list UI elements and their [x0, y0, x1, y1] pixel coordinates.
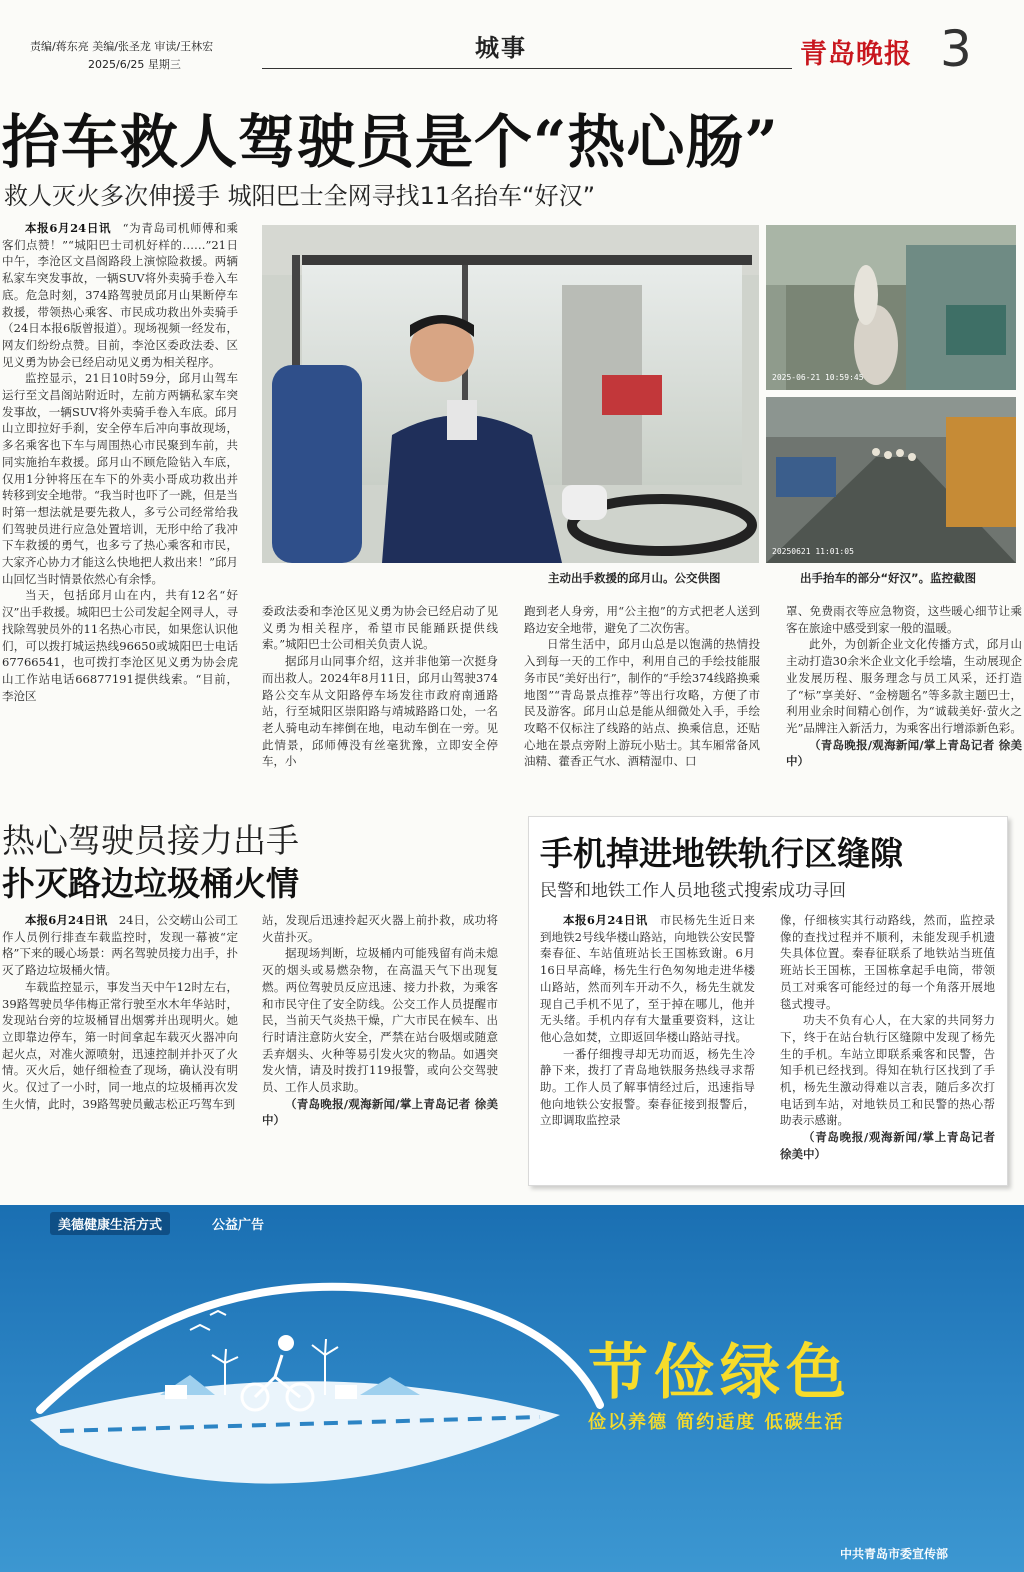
story3-subhead: 民警和地铁工作人员地毯式搜索成功寻回 — [540, 881, 846, 901]
paragraph: 此外，为创新企业文化传播方式，邱月山主动打造30余米企业文化手绘墙，生动展现企业发展历程、服务理念与员工风采，还打造了“标”享美好、“金榜题名”等多款主题巴士，利用业余时间精心创作，为“诚载美好·萤火之光”品牌注入新活力，为乘客出行增添新色彩。 — [786, 637, 1022, 735]
cctv-timestamp: 20250621 11:01:05 — [772, 547, 854, 556]
story1-column-2 — [262, 603, 498, 790]
dateline: 本报6月24日讯 — [25, 221, 112, 235]
story2-column-1 — [2, 912, 238, 1174]
paragraph: 24日，公交崂山公司工作人员例行排查车载监控时，发现一幕被“定格”下来的暖心场景：两名驾驶员接力出手，扑灭了路边垃圾桶火情。 — [2, 913, 238, 978]
paragraph: 当天，包括邱月山在内，共有12名“好汉”出手救援。城阳巴士公司发起全网寻人，寻找除驾驶员外的11名热心市民，如果您认识他们，可以拨打城运热线96650或城阳巴士电话67766541，也可拨打李沧区见义勇为协会虎山工作站电话66877191提供线索。“目前，李沧区 — [2, 588, 238, 703]
story1-column-4 — [786, 603, 1022, 793]
credits-line: 责编/蒋东亮 美编/张圣龙 审读/王林宏 — [30, 40, 214, 53]
page-number: 3 — [940, 20, 972, 78]
paragraph: 市民杨先生近日来到地铁2号线华楼山路站，向地铁公安民警秦春征、车站值班站长王国栋致谢。6月16日早高峰，杨先生行色匆匆地走进华楼山路站，然而列车开动不久，杨先生就发现自己手机不见了，至于掉在哪儿，他并无头绪。手机内存有大量重要资料，这让他心急如焚，立即返回华楼山路站寻找。 — [540, 913, 755, 1044]
story1-headline: 抬车救人驾驶员是个“热心肠” — [2, 108, 779, 176]
story2-column-2 — [262, 912, 498, 1174]
story3-column-1 — [540, 912, 755, 1174]
ad-title: 节俭绿色 — [588, 1338, 852, 1408]
photo-caption-main: 主动出手救援的邱月山。公交供图 — [548, 571, 721, 585]
paragraph: 据邱月山同事介绍，这并非他第一次挺身而出救人。2024年8月11日，邱月山驾驶374路公交车从文阳路停车场发往市政府南通路站，行至城阳区崇阳路与靖城路路口处，一名老人骑电动车摔倒在地，电动车倒在一旁。见此情景，邱师傅没有丝毫犹豫，立即安全停车，小 — [262, 654, 498, 769]
dateline: 本报6月24日讯 — [563, 913, 648, 927]
photo-caption-side: 出手抬车的部分“好汉”。监控截图 — [800, 571, 977, 585]
story3-column-2 — [780, 912, 995, 1174]
header-rule — [262, 68, 792, 69]
paragraph: 像，仔细核实其行动路线，然而，监控录像的查找过程并不顺利，未能发现手机遗失具体位置。秦春征联系了地铁站当班值班站长王国栋，王国栋拿起手电筒，带领员工对乘客可能经过的每一个角落开展地毯式搜寻。 — [780, 913, 995, 1011]
ad-category-tag: 美德健康生活方式 — [50, 1212, 170, 1235]
ad-slogan: 俭以养德 简约适度 低碳生活 — [588, 1412, 845, 1433]
story2-headline-line1: 热心驾驶员接力出手 — [2, 821, 299, 860]
paragraph: 监控显示，21日10时59分，邱月山驾车运行至文昌阁站附近时，左前方两辆私家车突发事故，一辆SUV将外卖骑手卷入车底。邱月山立即拉好手刹，安全停车后冲向事故现场，多名乘客也下车与周围热心市民聚到车前，共同实施抬车救援。邱月山不顾危险钻入车底，仅用1分钟将压在车下的外卖小哥成功救出并转移到安全地带。“我当时也吓了一跳，但是当时第一想法就是要先救人，多亏公司经常给我们驾驶员进行应急处置培训，无形中给了我冲下车救援的勇气，也多亏了热心乘客和市民，大家齐心协力才能这么快地把人救出来！”邱月山回忆当时情景依然心有余悸。 — [2, 371, 238, 586]
paragraph: 罩、免费雨衣等应急物资，这些暖心细节让乘客在旅途中感受到家一般的温暖。 — [786, 604, 1022, 635]
byline: （青岛晚报/观海新闻/掌上青岛记者 徐美中） — [786, 737, 1022, 769]
paragraph: 车载监控显示，事发当天中午12时左右，39路驾驶员华伟梅正常行驶至水木年华站时，发现站台旁的垃圾桶冒出烟雾并出现明火。她立即靠边停车，第一时间拿起车载灭火器冲向起火点，对准火源喷射，迅速控制并扑灭了火情。灭火后，她仔细检查了现场，确认没有明火。仅过了一小时，同一地点的垃圾桶再次发生火情，此时，39路驾驶员戴志松正巧驾车到 — [2, 979, 238, 1111]
paragraph: 功夫不负有心人，在大家的共同努力下，终于在站台轨行区缝隙中发现了杨先生的手机。车站立即联系乘客和民警，告知手机已经找到。得知在轨行区找到了手机，杨先生激动得难以言表，随后多次打电话到车站，对地铁员工和民警的热心帮助表示感谢。 — [780, 1013, 995, 1128]
story2-headline-line2: 扑灭路边垃圾桶火情 — [2, 864, 299, 903]
paragraph: 站，发现后迅速拎起灭火器上前扑救，成功将火苗扑灭。 — [262, 913, 498, 944]
header-credits — [30, 38, 213, 74]
paragraph: 跑到老人身旁，用“公主抱”的方式把老人送到路边安全地带，避免了二次伤害。 — [524, 604, 760, 635]
story1-column-1 — [2, 220, 238, 790]
paragraph: 日常生活中，邱月山总是以饱满的热情投入到每一天的工作中，利用自己的手绘技能服务市民“美好出行”，制作的“手绘374线路换乘地图”“青岛景点推荐”等出行攻略，方便了市民及游客。邱月山总是能从细微处入手，手绘攻略不仅标注了线路的站点、换乘信息，还贴心地在景点旁附上游玩小贴士。其车厢常备风油精、藿香正气水、酒精湿巾、口 — [524, 637, 760, 769]
bus-driver-photo — [262, 225, 759, 563]
byline: （青岛晚报/观海新闻/掌上青岛记者 徐美中） — [262, 1096, 498, 1128]
ad-sponsor: 中共青岛市委宣传部 — [840, 1547, 949, 1561]
paper-logo: 青岛晚报 — [800, 39, 912, 70]
story3-headline: 手机掉进地铁轨行区缝隙 — [540, 834, 903, 873]
paragraph: “为青岛司机师傅和乘客们点赞！”“城阳巴士司机好样的……”21日中午，李沧区文昌阁路段上演惊险救援。两辆私家车突发事故，一辆SUV将外卖骑手卷入车底。危急时刻，374路驾驶员邱月山果断停车救援，带领热心乘客、市民成功救出外卖骑手（24日本报6版曾报道）。现场视频一经发布，网友们纷纷点赞。目前，李沧区委政法委、区见义勇为协会已经启动见义勇为相关程序。 — [2, 221, 238, 369]
story1-column-3 — [524, 603, 760, 790]
section-title: 城事 — [475, 33, 527, 62]
cctv-still-1 — [766, 225, 1016, 390]
public-service-ad — [0, 1205, 1024, 1572]
dateline: 本报6月24日讯 — [25, 913, 108, 927]
paragraph: 据现场判断，垃圾桶内可能残留有尚未熄灭的烟头或易燃杂物，在高温天气下出现复燃。两位驾驶员反应迅速、接力扑救，为乘客和市民守住了安全防线。公交工作人员提醒市民，当前天气炎热干燥，广大市民在候车、出行时请注意防火安全，严禁在站台吸烟或随意丢弃烟头、火种等易引发火灾的物品。如遇突发火情，请及时拨打119报警，或向公交驾驶员、工作人员求助。 — [262, 946, 498, 1095]
ad-label: 公益广告 — [212, 1218, 265, 1233]
cctv-still-2 — [766, 397, 1016, 563]
paragraph: 委政法委和李沧区见义勇为协会已经启动了见义勇为相关程序，希望市民能踊跃提供线索。”城阳巴士公司相关负责人说。 — [262, 604, 498, 652]
cctv-timestamp: 2025-06-21 10:59:45 — [772, 373, 864, 382]
byline: （青岛晚报/观海新闻/掌上青岛记者 徐美中） — [780, 1130, 995, 1161]
issue-date: 2025/6/25 星期三 — [88, 58, 181, 71]
paragraph: 一番仔细搜寻却无功而返，杨先生冷静下来，拨打了青岛地铁服务热线寻求帮助。工作人员了解事情经过后，迅速指导他向地铁公安报警。秦春征接到报警后，立即调取监控录 — [540, 1046, 755, 1128]
story1-subhead: 救人灭火多次伸援手 城阳巴士全网寻找11名抬车“好汉” — [4, 182, 596, 210]
